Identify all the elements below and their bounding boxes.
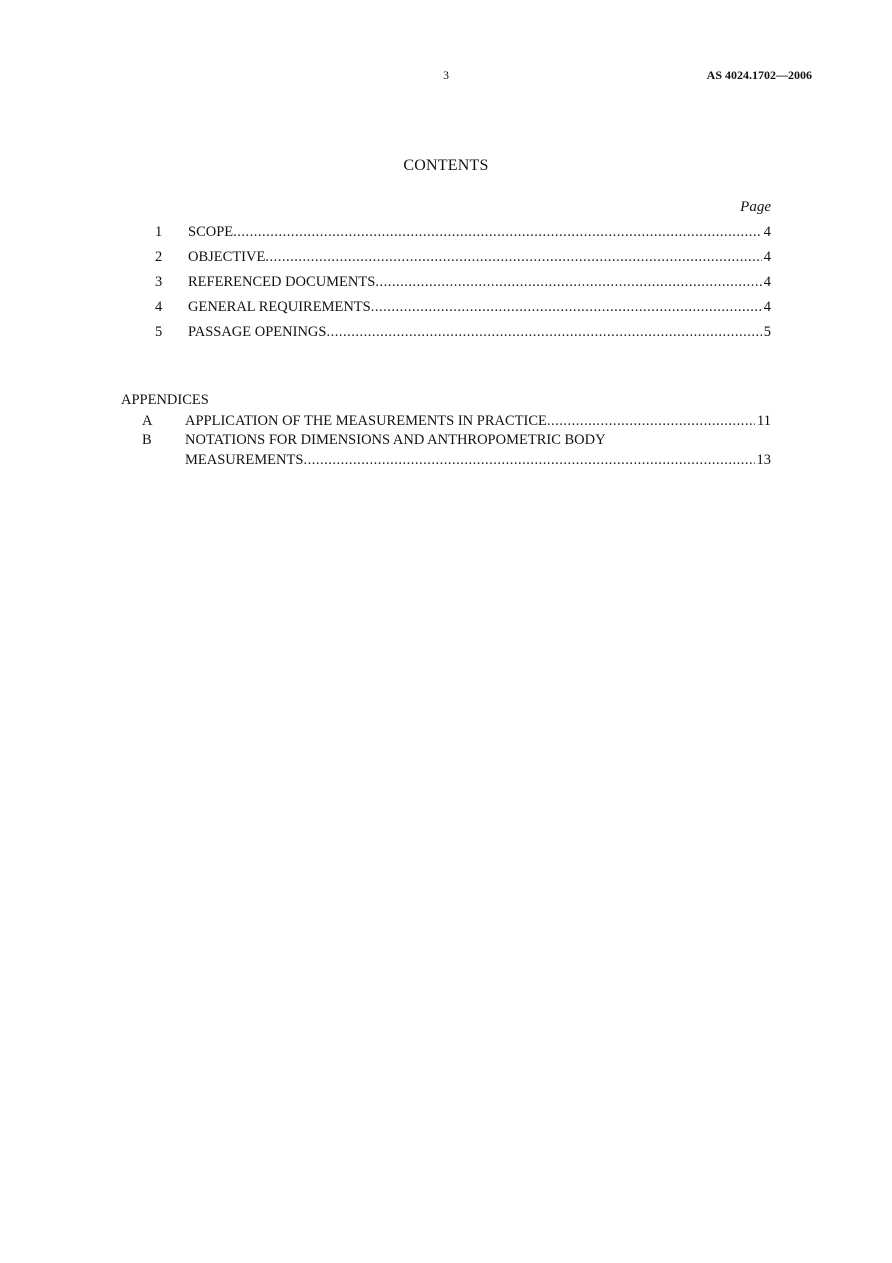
toc-entry-page: 5 (763, 324, 771, 340)
appendix-entry[interactable] (121, 413, 771, 433)
toc-entry-number: 1 (155, 224, 163, 240)
toc-entry-title: SCOPE (188, 224, 234, 240)
dot-leader (371, 299, 762, 316)
page-column-label: Page (740, 199, 771, 215)
dot-leader (233, 224, 762, 241)
appendices-heading: APPENDICES (121, 392, 209, 408)
toc-entry-title: PASSAGE OPENINGS (188, 324, 327, 340)
appendix-page: 11 (757, 413, 771, 429)
appendix-title-line2: MEASUREMENTS (185, 452, 304, 468)
dot-leader (547, 413, 755, 430)
appendix-letter: A (142, 413, 153, 429)
toc-entry[interactable] (150, 299, 771, 319)
toc-entry-title: GENERAL REQUIREMENTS (188, 299, 371, 315)
appendix-entry-continuation[interactable] (121, 452, 771, 472)
toc-entry-title: OBJECTIVE (188, 249, 266, 265)
appendix-title: APPLICATION OF THE MEASUREMENTS IN PRACTICE (185, 413, 547, 429)
toc-entry-page: 4 (763, 299, 771, 315)
toc-entry[interactable] (150, 324, 771, 344)
dot-leader (375, 274, 761, 291)
toc-entry-number: 2 (155, 249, 163, 265)
toc-entry-number: 3 (155, 274, 163, 290)
toc-entry-number: 5 (155, 324, 163, 340)
appendix-entry[interactable] (121, 432, 771, 452)
toc-entry[interactable] (150, 249, 771, 269)
toc-entry-title: REFERENCED DOCUMENTS (188, 274, 376, 290)
appendix-title-line1: NOTATIONS FOR DIMENSIONS AND ANTHROPOMETRIC BODY (185, 432, 606, 448)
appendix-page: 13 (756, 452, 771, 468)
toc-entry[interactable] (150, 224, 771, 244)
dot-leader (265, 249, 761, 266)
appendix-letter: B (142, 432, 152, 448)
toc-entry[interactable] (150, 274, 771, 294)
toc-entry-page: 4 (763, 249, 771, 265)
dot-leader (326, 324, 761, 341)
toc-entry-number: 4 (155, 299, 163, 315)
page-number: 3 (443, 68, 449, 82)
dot-leader (303, 452, 754, 469)
toc-entry-page: 4 (763, 274, 771, 290)
toc-entry-page: 4 (763, 224, 771, 240)
contents-title: CONTENTS (403, 157, 489, 174)
document-id: AS 4024.1702—2006 (706, 68, 812, 82)
